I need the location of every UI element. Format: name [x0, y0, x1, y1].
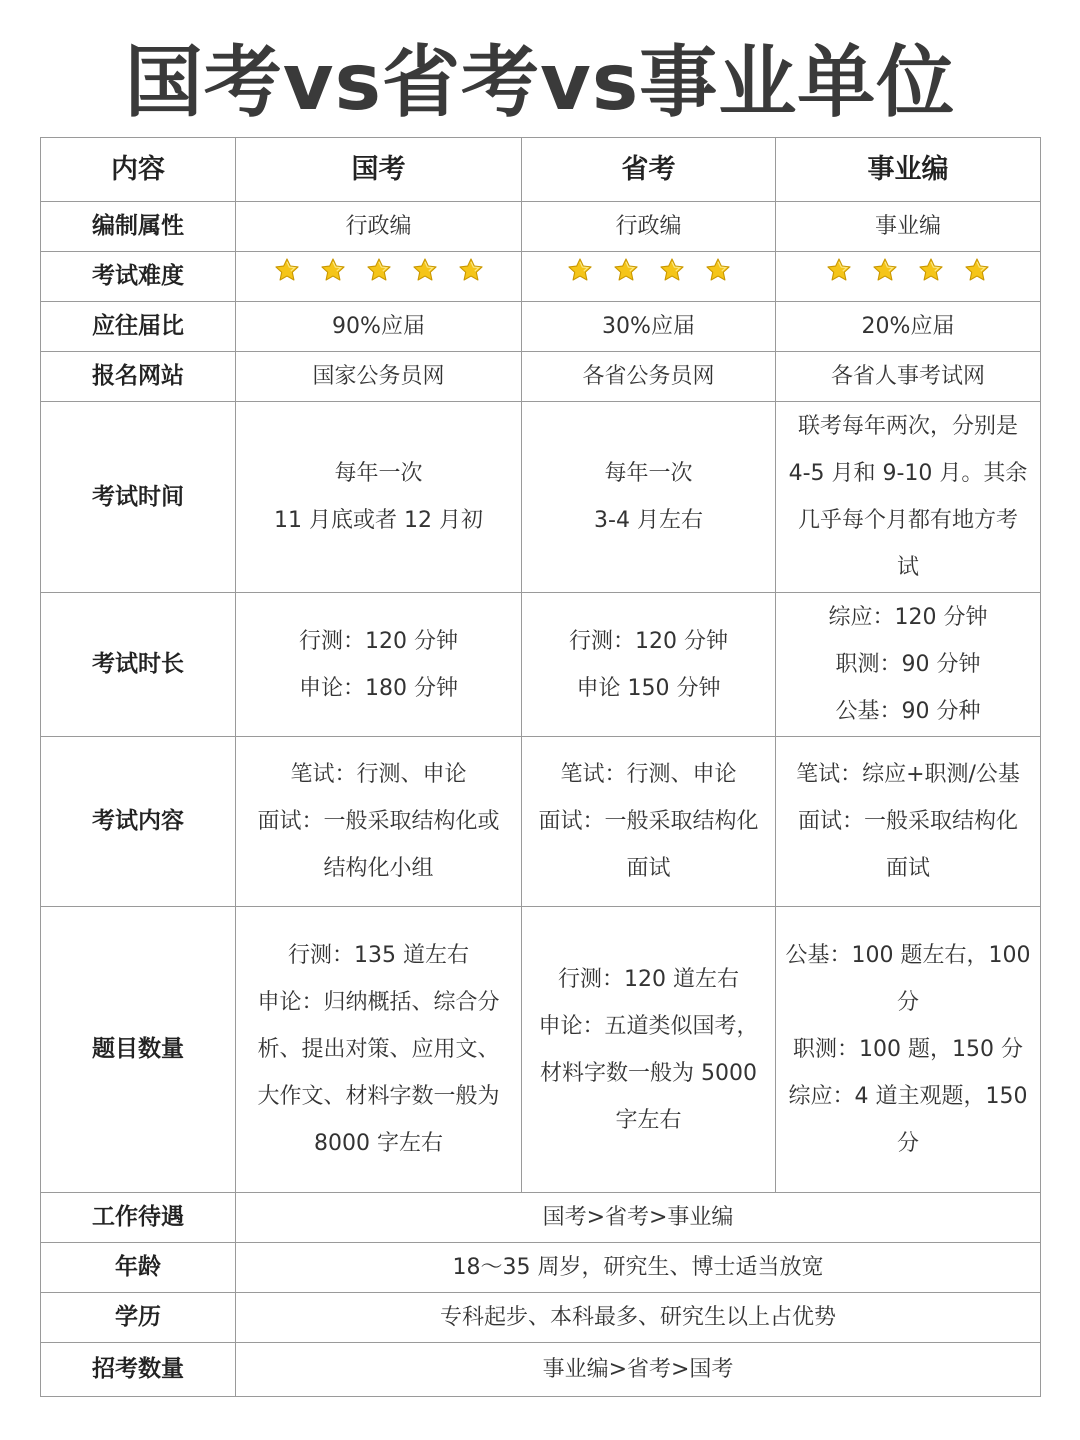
cell-line: 3-4 月左右 — [594, 508, 703, 533]
star-icon — [659, 253, 685, 279]
row-label: 工作待遇 — [41, 1193, 236, 1243]
star-icon — [458, 253, 484, 279]
cell-line: 笔试：行测、申论 — [290, 762, 467, 787]
cell-guokao: 国家公务员网 — [236, 352, 522, 402]
cell-span: 事业编>省考>国考 — [236, 1343, 1041, 1397]
cell-line: 行测：120 分钟 — [299, 628, 458, 654]
cell-line: 面试 — [626, 856, 671, 881]
cell-line: 行测：120 道左右 — [558, 966, 739, 992]
row-neirong — [41, 737, 1041, 907]
star-rating — [826, 253, 990, 279]
cell-line: 公基：90 分种 — [835, 699, 981, 724]
header-content: 内容 — [41, 138, 236, 202]
header-shiyebian: 事业编 — [776, 138, 1041, 202]
cell-shiyebian — [776, 252, 1041, 302]
row-nandu — [41, 252, 1041, 302]
cell-line: 分 — [896, 1131, 919, 1156]
cell-guokao: 90%应届 — [236, 302, 522, 352]
cell-line: 析、提出对策、应用文、 — [257, 1037, 500, 1062]
cell-shiyebian — [776, 737, 1041, 907]
star-rating — [274, 253, 484, 279]
cell-line: 职测：90 分钟 — [835, 652, 981, 677]
cell-shiyebian: 事业编 — [776, 202, 1041, 252]
row-label: 考试难度 — [41, 252, 236, 302]
cell-line: 行测：120 分钟 — [569, 628, 728, 654]
row-xueli — [41, 1293, 1041, 1343]
cell-guokao — [236, 252, 522, 302]
cell-guokao — [236, 593, 522, 737]
cell-line: 行测：135 道左右 — [288, 943, 469, 968]
cell-line: 面试：一般采取结构化 — [538, 809, 759, 834]
cell-span: 18～35 周岁，研究生、博士适当放宽 — [236, 1243, 1041, 1293]
cell-shengkao — [522, 907, 776, 1193]
star-icon — [826, 253, 852, 279]
cell-shiyebian: 各省人事考试网 — [776, 352, 1041, 402]
star-icon — [567, 253, 593, 279]
star-icon — [320, 253, 346, 279]
cell-line: 11 月底或者 12 月初 — [274, 508, 483, 533]
row-label: 考试内容 — [41, 737, 236, 907]
star-icon — [613, 253, 639, 279]
cell-shiyebian — [776, 402, 1041, 593]
cell-line: 8000 字左右 — [314, 1131, 443, 1156]
star-rating — [567, 253, 731, 279]
cell-shiyebian — [776, 593, 1041, 737]
cell-line: 申论：180 分钟 — [299, 675, 458, 701]
cell-line: 试 — [896, 555, 919, 580]
star-icon — [366, 253, 392, 279]
row-label: 报名网站 — [41, 352, 236, 402]
cell-line: 综应：4 道主观题，150 — [788, 1084, 1028, 1109]
star-icon — [412, 253, 438, 279]
cell-span: 专科起步、本科最多、研究生以上占优势 — [236, 1293, 1041, 1343]
row-daiyu — [41, 1193, 1041, 1243]
row-bianzhi — [41, 202, 1041, 252]
cell-line: 综应：120 分钟 — [828, 605, 988, 630]
row-label: 学历 — [41, 1293, 236, 1343]
cell-line: 几乎每个月都有地方考 — [797, 508, 1018, 533]
cell-line: 结构化小组 — [323, 856, 434, 881]
row-label: 考试时长 — [41, 593, 236, 737]
cell-line: 笔试：行测、申论 — [560, 762, 737, 787]
row-label: 招考数量 — [41, 1343, 236, 1397]
header-shengkao: 省考 — [522, 138, 776, 202]
cell-line: 4-5 月和 9-10 月。其余 — [788, 461, 1028, 486]
cell-shengkao — [522, 737, 776, 907]
cell-line: 申论：归纳概括、综合分 — [257, 990, 500, 1015]
cell-line: 申论：五道类似国考， — [538, 1013, 759, 1039]
cell-shengkao: 30%应届 — [522, 302, 776, 352]
cell-line: 面试：一般采取结构化或 — [257, 809, 500, 834]
cell-line: 分 — [896, 990, 919, 1015]
star-icon — [705, 253, 731, 279]
cell-shengkao — [522, 593, 776, 737]
cell-guokao — [236, 737, 522, 907]
cell-shengkao — [522, 402, 776, 593]
row-label: 年龄 — [41, 1243, 236, 1293]
page-title: 国考vs省考vs事业单位 — [124, 38, 956, 128]
row-nianling — [41, 1243, 1041, 1293]
comparison-table — [40, 137, 1041, 1397]
cell-line: 申论 150 分钟 — [576, 675, 721, 701]
row-shuliang — [41, 907, 1041, 1193]
row-label: 编制属性 — [41, 202, 236, 252]
row-label: 题目数量 — [41, 907, 236, 1193]
row-zhaokao — [41, 1343, 1041, 1397]
row-label: 应往届比 — [41, 302, 236, 352]
cell-line: 每年一次 — [604, 461, 693, 486]
cell-guokao — [236, 907, 522, 1193]
row-label: 考试时间 — [41, 402, 236, 593]
cell-line: 每年一次 — [334, 461, 423, 486]
star-icon — [964, 253, 990, 279]
cell-line: 公基：100 题左右，100 — [785, 943, 1031, 968]
header-row — [41, 138, 1041, 202]
row-wangzhan — [41, 352, 1041, 402]
star-icon — [918, 253, 944, 279]
row-yingjie — [41, 302, 1041, 352]
cell-line: 材料字数一般为 5000 — [540, 1060, 757, 1086]
star-icon — [872, 253, 898, 279]
cell-span: 国考>省考>事业编 — [236, 1193, 1041, 1243]
cell-shiyebian: 20%应届 — [776, 302, 1041, 352]
cell-shengkao — [522, 252, 776, 302]
row-shijian — [41, 402, 1041, 593]
cell-line: 面试 — [885, 856, 930, 881]
header-guokao: 国考 — [236, 138, 522, 202]
cell-guokao: 行政编 — [236, 202, 522, 252]
cell-guokao — [236, 402, 522, 593]
cell-line: 联考每年两次，分别是 — [797, 414, 1018, 439]
row-shichang — [41, 593, 1041, 737]
cell-shengkao: 各省公务员网 — [522, 352, 776, 402]
cell-line: 大作文、材料字数一般为 — [257, 1084, 500, 1109]
cell-line: 面试：一般采取结构化 — [797, 809, 1018, 834]
star-icon — [274, 253, 300, 279]
cell-shiyebian — [776, 907, 1041, 1193]
cell-line: 笔试：综应+职测/公基 — [796, 762, 1020, 787]
cell-line: 字左右 — [615, 1107, 682, 1133]
cell-shengkao: 行政编 — [522, 202, 776, 252]
cell-line: 职测：100 题，150 分 — [793, 1037, 1023, 1062]
